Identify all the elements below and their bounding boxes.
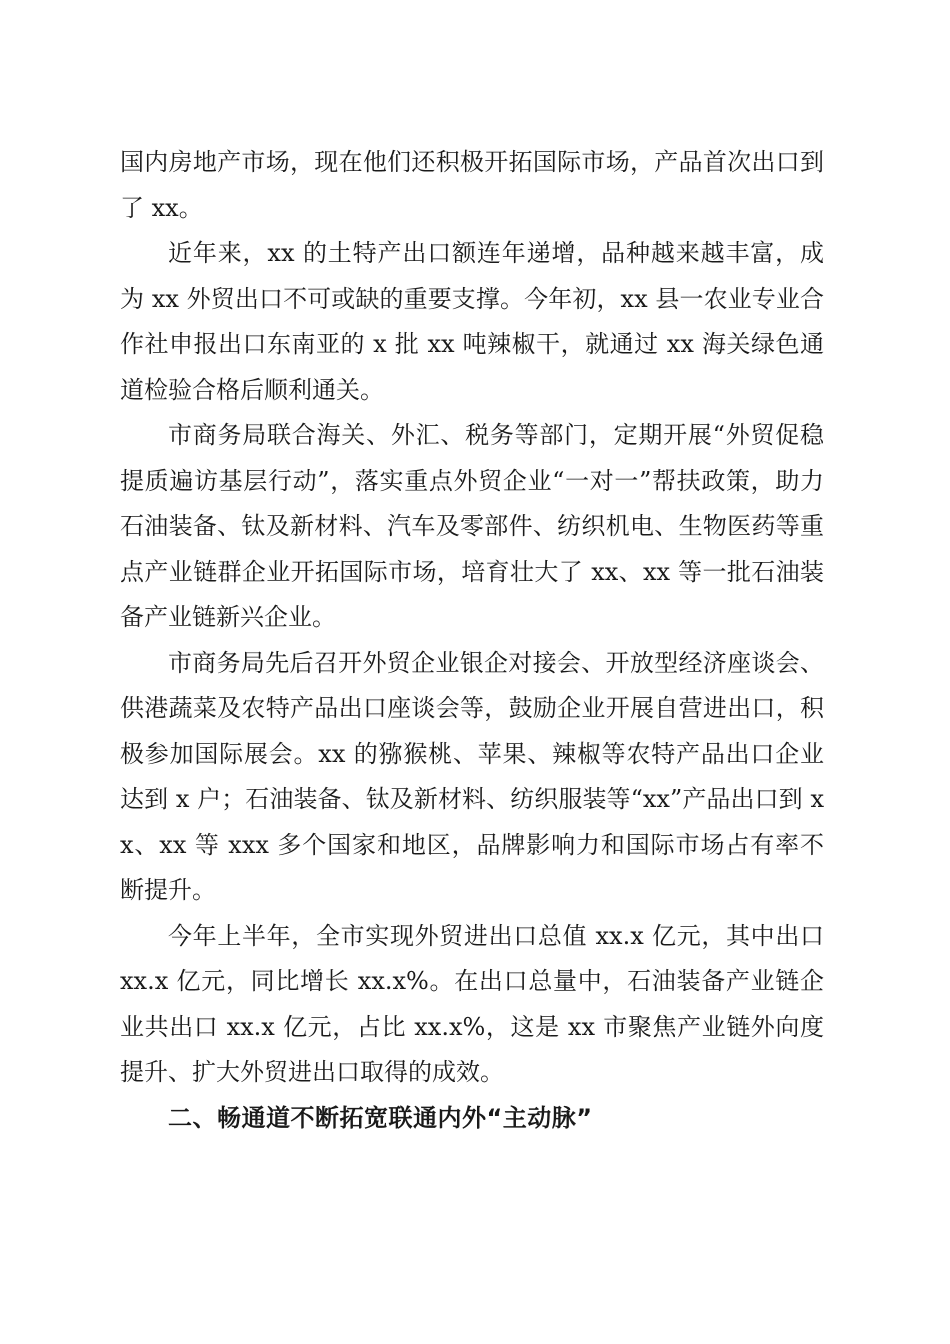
paragraph-continuation: 国内房地产市场，现在他们还积极开拓国际市场，产品首次出口到了 xx。 (120, 148, 824, 222)
document-body (120, 140, 824, 1141)
paragraph-commerce-bureau-action: 市商务局联合海关、外汇、税务等部门，定期开展“外贸促稳提质遍访基层行动”，落实重点外贸企业“一对一”帮扶政策，助力石油装备、钛及新材料、汽车及零部件、纺织机电、生物医药等重点产业链群企业开拓国际市场，培育壮大了 xx、xx 等一批石油装备产业链新兴企业。 (120, 421, 824, 631)
paragraph-local-specialty-exports: 近年来，xx 的土特产出口额连年递增，品种越来越丰富，成为 xx 外贸出口不可或缺的重要支撑。今年初，xx 县一农业专业合作社申报出口东南亚的 x 批 xx 吨辣椒干，就通过 xx 海关绿色通道检验合格后顺利通关。 (120, 239, 824, 404)
section-heading: 二、畅通道不断拓宽联通内外“主动脉” (168, 1103, 593, 1132)
paragraph-half-year-stats: 今年上半年，全市实现外贸进出口总值 xx.x 亿元，其中出口 xx.x 亿元，同比增长 xx.x%。在出口总量中，石油装备产业链企业共出口 xx.x 亿元，占比 xx.x%，这是 xx 市聚焦产业链外向度提升、扩大外贸进出口取得的成效。 (120, 921, 824, 1086)
paragraph-trade-meetings: 市商务局先后召开外贸企业银企对接会、开放型经济座谈会、供港蔬菜及农特产品出口座谈会等，鼓励企业开展自营进出口，积极参加国际展会。xx 的猕猴桃、苹果、辣椒等农特产品出口企业达到 x 户；石油装备、钛及新材料、纺织服装等“xx”产品出口到 xx、xx 等 xxx 多个国家和地区，品牌影响力和国际市场占有率不断提升。 (120, 648, 824, 904)
